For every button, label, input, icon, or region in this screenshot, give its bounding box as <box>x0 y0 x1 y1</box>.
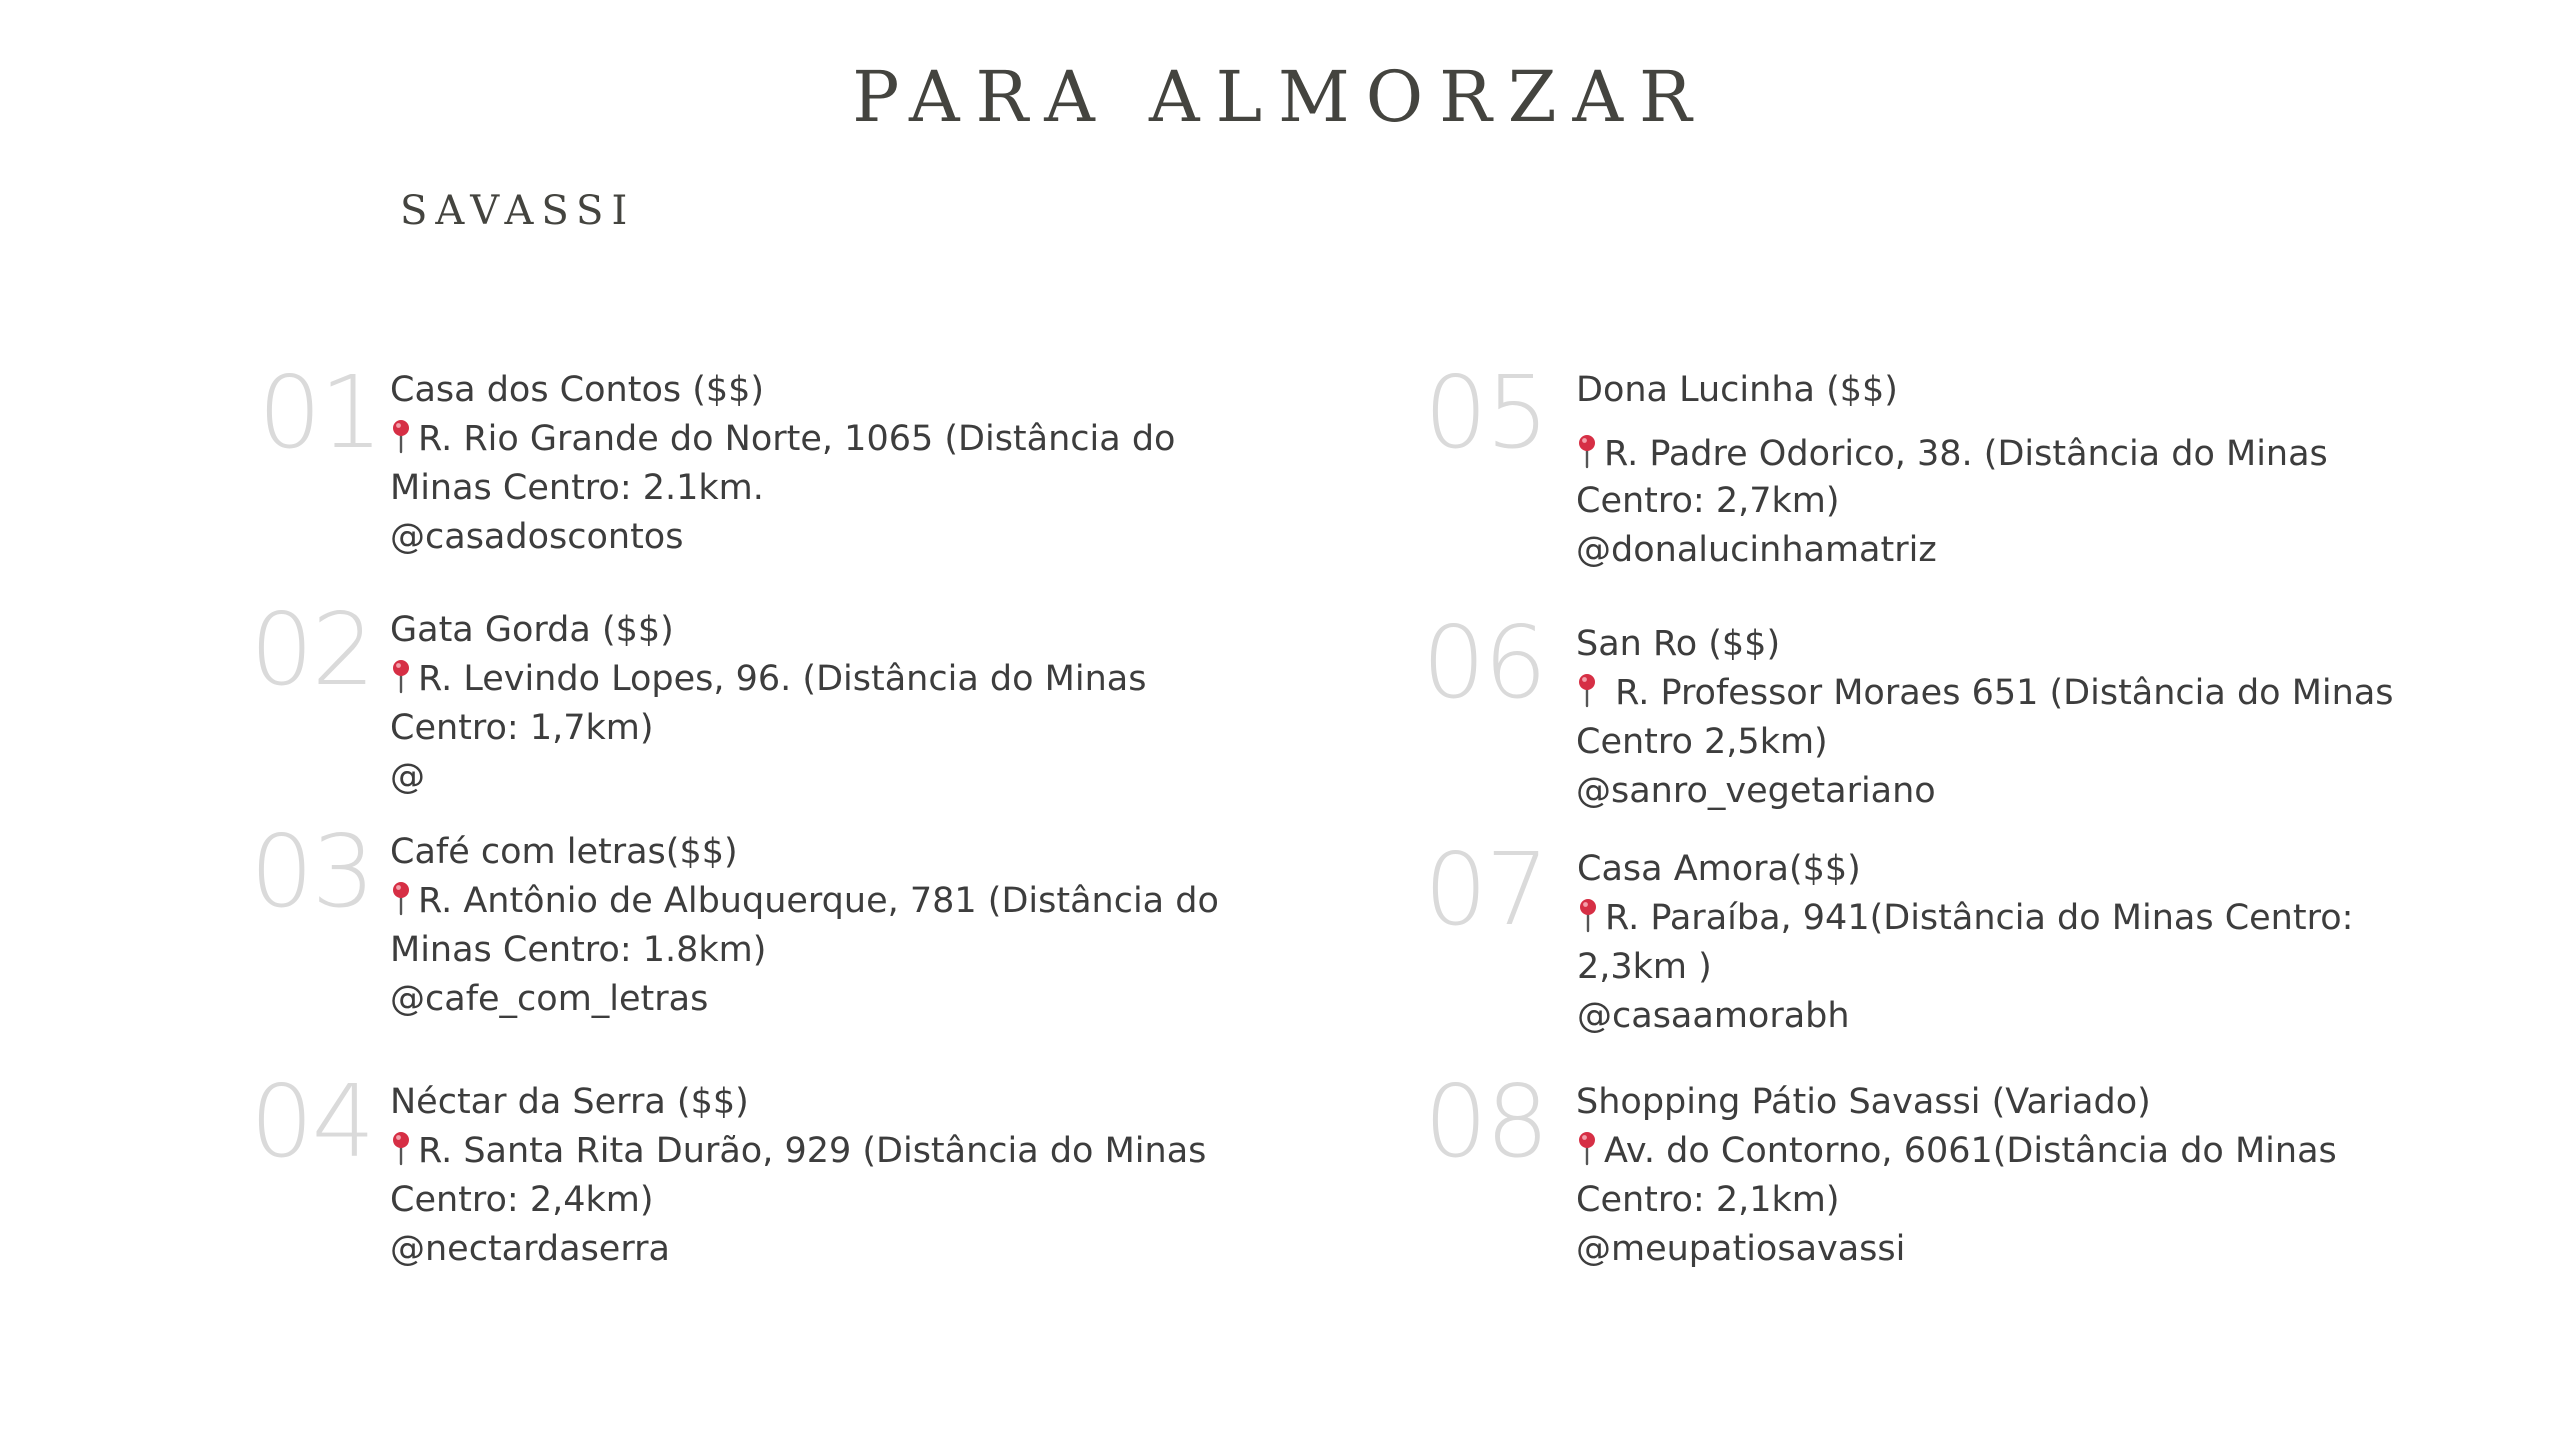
instagram-handle: @casaamorabh <box>1577 996 1850 1036</box>
map-pin-icon <box>390 658 412 694</box>
address-line-1: R. Professor Moraes 651 (Distância do Minas <box>1604 673 2394 713</box>
map-pin-icon <box>390 1130 412 1166</box>
entry-number: 08 <box>1424 1063 1548 1180</box>
entry-text <box>390 1078 1220 1274</box>
address-line-1: R. Santa Rita Durão, 929 (Distância do Minas <box>418 1131 1207 1171</box>
instagram-handle: @ <box>390 757 425 797</box>
map-pin-icon <box>1576 672 1598 708</box>
address-line-2: Centro: 2,7km) <box>1576 481 1840 521</box>
restaurant-name: Néctar da Serra ($$) <box>390 1082 749 1122</box>
restaurant-name: San Ro ($$) <box>1576 624 1781 664</box>
address-line-1: R. Levindo Lopes, 96. (Distância do Minas <box>418 659 1147 699</box>
address-line <box>390 877 1220 926</box>
map-pin-icon <box>1576 433 1598 469</box>
entry-number: 03 <box>250 813 374 930</box>
entry-text <box>390 366 1220 562</box>
entry-number: 06 <box>1422 604 1546 721</box>
restaurant-name: Café com letras($$) <box>390 832 738 872</box>
address-line-2: Minas Centro: 2.1km. <box>390 468 764 508</box>
map-pin-icon <box>390 418 412 454</box>
address-line <box>390 1127 1220 1176</box>
address-line <box>1576 669 2406 718</box>
instagram-handle: @casadoscontos <box>390 517 684 557</box>
address-line-2: 2,3km ) <box>1577 947 1712 987</box>
instagram-handle: @donalucinhamatriz <box>1576 530 1937 570</box>
section-subtitle: SAVASSI <box>400 188 636 234</box>
address-line-1: R. Padre Odorico, 38. (Distância do Minas <box>1604 434 2328 474</box>
restaurant-name: Shopping Pátio Savassi (Variado) <box>1576 1082 2151 1122</box>
map-pin-icon <box>390 880 412 916</box>
address-line <box>1577 894 2407 943</box>
instagram-handle: @cafe_com_letras <box>390 979 709 1019</box>
entry-number: 07 <box>1424 831 1548 948</box>
instagram-handle: @sanro_vegetariano <box>1576 771 1936 811</box>
entry-number: 02 <box>250 591 374 708</box>
entry-text <box>1577 845 2407 1041</box>
address-line-2: Minas Centro: 1.8km) <box>390 930 767 970</box>
address-line <box>390 655 1220 704</box>
entry-text <box>1576 620 2406 816</box>
entry-number: 04 <box>250 1063 374 1180</box>
entry-text <box>1576 366 2406 576</box>
restaurant-name: Dona Lucinha ($$) <box>1576 370 1898 410</box>
address-line-1: R. Paraíba, 941(Distância do Minas Centro: <box>1605 898 2354 938</box>
restaurant-name: Gata Gorda ($$) <box>390 610 674 650</box>
instagram-handle: @nectardaserra <box>390 1229 670 1269</box>
address-line-1: R. Rio Grande do Norte, 1065 (Distância do <box>418 419 1176 459</box>
entry-text <box>390 606 1220 802</box>
entry-number: 05 <box>1424 354 1548 471</box>
map-pin-icon <box>1576 1130 1598 1166</box>
address-line-2: Centro 2,5km) <box>1576 722 1828 762</box>
address-line-1: Av. do Contorno, 6061(Distância do Minas <box>1604 1131 2337 1171</box>
map-pin-icon <box>1577 897 1599 933</box>
address-line-2: Centro: 2,4km) <box>390 1180 654 1220</box>
entry-text <box>1576 1078 2406 1274</box>
entry-number: 01 <box>258 354 382 471</box>
entry-text <box>390 828 1220 1024</box>
address-line <box>1576 1127 2406 1176</box>
restaurant-name: Casa Amora($$) <box>1577 849 1861 889</box>
instagram-handle: @meupatiosavassi <box>1576 1229 1906 1269</box>
address-line <box>390 415 1220 464</box>
restaurant-name: Casa dos Contos ($$) <box>390 370 765 410</box>
address-line-2: Centro: 1,7km) <box>390 708 654 748</box>
address-line-1: R. Antônio de Albuquerque, 781 (Distância do <box>418 881 1219 921</box>
address-line <box>1576 431 2406 478</box>
address-line-2: Centro: 2,1km) <box>1576 1180 1840 1220</box>
page-title: PARA ALMORZAR <box>852 56 1708 138</box>
